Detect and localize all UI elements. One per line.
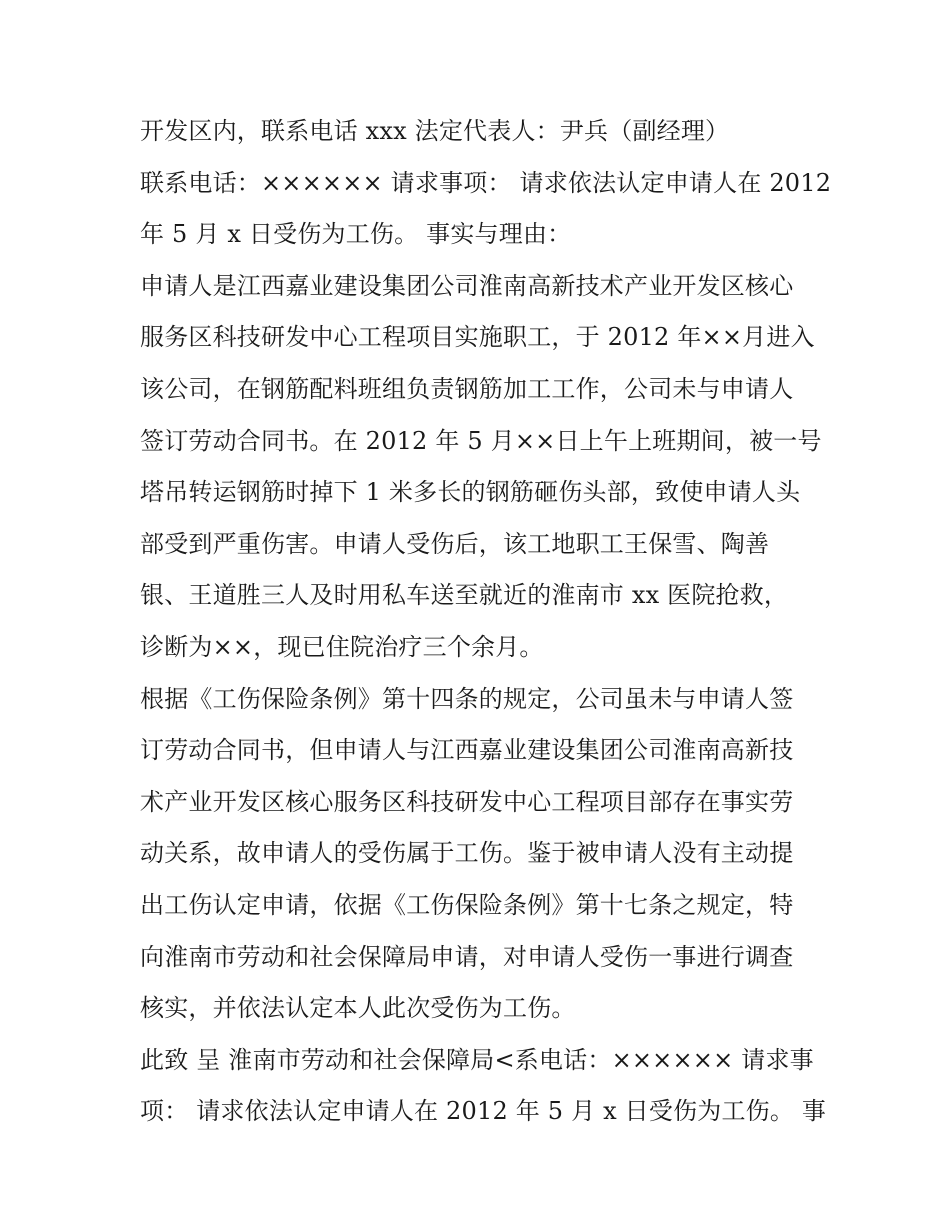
- text-line: 术产业开发区核心服务区科技研发中心工程项目部存在事实劳: [140, 787, 794, 816]
- text-line: 项： 请求依法认定申请人在 2012 年 5 月 x 日受伤为工伤。 事: [140, 1097, 827, 1126]
- text-line: 核实，并依法认定本人此次受伤为工伤。: [140, 994, 576, 1023]
- text-line: 诊断为××，现已住院治疗三个余月。: [140, 632, 544, 661]
- text-line: 出工伤认定申请，依据《工伤保险条例》第十七条之规定，特: [140, 890, 794, 919]
- text-line: 开发区内，联系电话 xxx 法定代表人：尹兵（副经理）: [140, 117, 730, 145]
- document-body: [140, 106, 832, 1138]
- text-line: 订劳动合同书，但申请人与江西嘉业建设集团公司淮南高新技: [140, 736, 794, 765]
- text-line: 动关系，故申请人的受伤属于工伤。鉴于被申请人没有主动提: [140, 839, 794, 868]
- text-line: 该公司，在钢筋配料班组负责钢筋加工工作，公司未与申请人: [140, 374, 794, 403]
- text-line: 签订劳动合同书。在 2012 年 5 月××日上午上班期间，被一号: [140, 426, 822, 455]
- text-line: 年 5 月 x 日受伤为工伤。 事实与理由：: [140, 220, 572, 249]
- text-line: 根据《工伤保险条例》第十四条的规定，公司虽未与申请人签: [140, 684, 794, 713]
- text-line: 此致 呈 淮南市劳动和社会保障局<系电话：×××××× 请求事: [140, 1045, 814, 1074]
- text-line: 塔吊转运钢筋时掉下 1 米多长的钢筋砸伤头部，致使申请人头: [140, 478, 801, 507]
- text-line: 联系电话：×××××× 请求事项： 请求依法认定申请人在 2012: [140, 168, 832, 197]
- text-line: 服务区科技研发中心工程项目实施职工，于 2012 年××月进入: [140, 323, 815, 352]
- text-line: 向淮南市劳动和社会保障局申请，对申请人受伤一事进行调查: [140, 942, 794, 971]
- text-line: 部受到严重伤害。申请人受伤后，该工地职工王保雪、陶善: [140, 529, 770, 558]
- text-line: 银、王道胜三人及时用私车送至就近的淮南市 xx 医院抢救，: [140, 581, 789, 610]
- text-line: 申请人是江西嘉业建设集团公司淮南高新技术产业开发区核心: [140, 271, 794, 300]
